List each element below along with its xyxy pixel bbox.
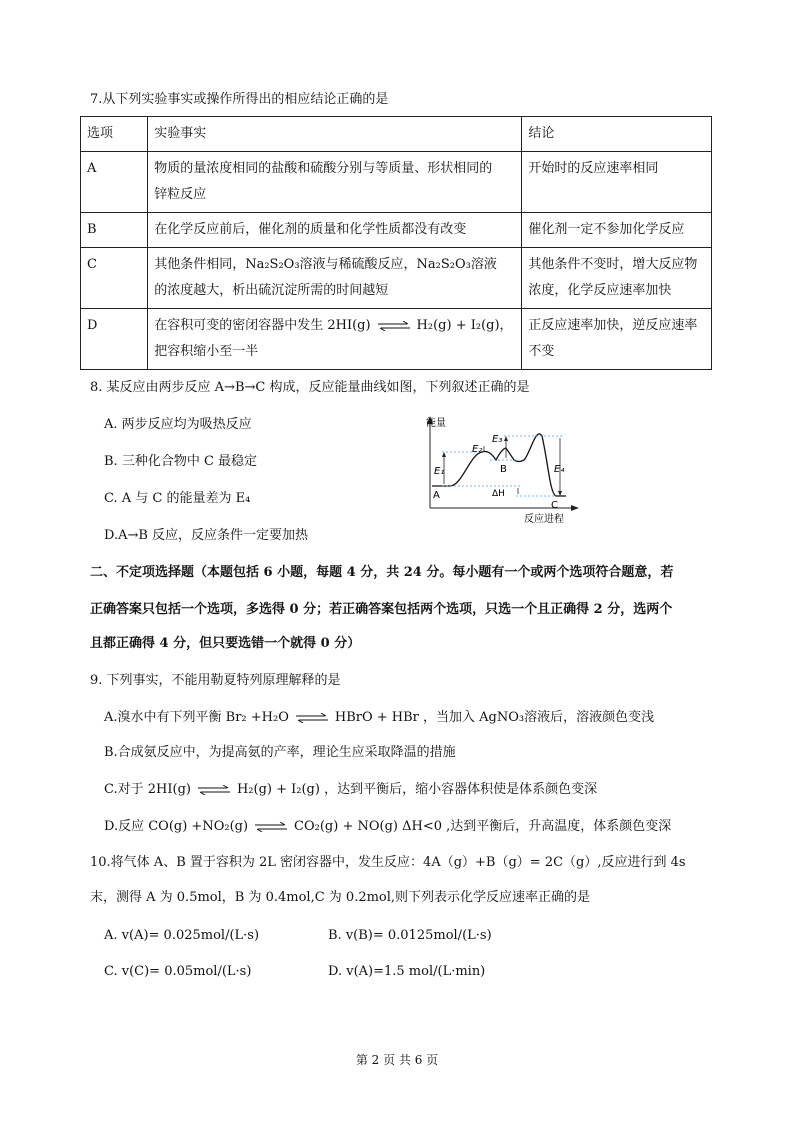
q10-line2: 末，测得 A 为 0.5mol，B 为 0.4mol,C 为 0.2mol,则下列表示化学反应速率正确的是 xyxy=(90,890,591,905)
conclusion-line: 开始时的反应速率相同 xyxy=(528,161,659,176)
conclusion-line: 其他条件不变时，增大反应物 xyxy=(528,257,698,272)
equilibrium-arrow-icon xyxy=(377,321,411,331)
row-fact xyxy=(148,152,522,213)
q9-option-b: B.合成氨反应中，为提高氨的产率，理论生应采取降温的措施 xyxy=(104,745,456,760)
q8-option-a: A. 两步反应均为吸热反应 xyxy=(104,417,252,432)
q8-stem: 8. 某反应由两步反应 A→B→C 构成，反应能量曲线如图，下列叙述正确的是 xyxy=(90,380,530,395)
label-e4: E₄ xyxy=(554,464,565,475)
row-fact xyxy=(148,213,522,248)
q9-option-a xyxy=(104,708,654,728)
table-row xyxy=(81,152,712,213)
q8-option-b: B. 三种化合物中 C 最稳定 xyxy=(104,454,258,469)
q9-option-c xyxy=(104,780,597,800)
option-text: A.溴水中有下列平衡 Br₂ +H₂O xyxy=(104,710,289,725)
conclusion-line: 浓度，化学反应速率加快 xyxy=(528,283,672,298)
fact-text: 在容积可变的密闭容器中发生 2HI(g) xyxy=(154,318,371,333)
table-header-row xyxy=(81,117,712,152)
section2-line1: 二、不定项选择题（本题包括 6 小题，每题 4 分，共 24 分。每小题有一个或两个选项符合题意，若 xyxy=(90,565,674,580)
conclusion-line: 正反应速率加快，逆反应速率 xyxy=(528,318,698,333)
option-text: CO₂(g) + NO(g) ΔH<0 ,达到平衡后，升高温度，体系颜色变深 xyxy=(294,819,672,834)
fact-line: 在化学反应前后，催化剂的质量和化学性质都没有改变 xyxy=(154,222,467,237)
equilibrium-arrow-icon xyxy=(254,822,288,832)
label-b: B xyxy=(500,464,507,475)
header-conclusion: 结论 xyxy=(522,117,712,152)
equilibrium-arrow-icon xyxy=(295,713,329,723)
energy-diagram xyxy=(420,412,580,527)
conclusion-line: 不变 xyxy=(528,344,555,359)
fact-text: H₂(g) + I₂(g)， xyxy=(416,318,513,333)
option-text: C.对于 2HI(g) xyxy=(104,782,191,797)
table-row xyxy=(81,248,712,309)
x-axis-arrow-icon xyxy=(571,505,579,511)
arrow-head-icon xyxy=(558,491,562,496)
fact-line: 其他条件相同，Na₂S₂O₃溶液与稀硫酸反应，Na₂S₂O₃溶液 xyxy=(154,257,497,272)
fact-line: 把容积缩小至一半 xyxy=(154,344,259,359)
arrow-head-icon xyxy=(504,436,508,441)
option-text: H₂(g) + I₂(g) ，达到平衡后，缩小容器体积使是体系颜色变深 xyxy=(236,782,598,797)
option-text: HBrO + HBr ，当加入 AgNO₃溶液后，溶液颜色变浅 xyxy=(334,710,655,725)
row-conclusion xyxy=(522,213,712,248)
fact-line xyxy=(154,313,515,339)
row-conclusion xyxy=(522,309,712,370)
q10-option-d: D. v(A)=1.5 mol/(L·min) xyxy=(328,964,486,979)
q9-stem: 9. 下列事实，不能用勒夏特列原理解释的是 xyxy=(90,673,341,688)
row-conclusion xyxy=(522,248,712,309)
label-e2: E₂ xyxy=(472,444,483,455)
row-option: A xyxy=(81,152,148,213)
table-row xyxy=(81,213,712,248)
fact-line: 的浓度越大，析出硫沉淀所需的时间越短 xyxy=(154,283,389,298)
q10-line1: 10.将气体 A、B 置于容积为 2L 密闭容器中，发生反应：4A（g）+B（g）= 2C（g）,反应进行到 4s xyxy=(90,855,686,870)
x-axis-label: 反应进程 xyxy=(524,514,564,525)
conclusion-line: 催化剂一定不参加化学反应 xyxy=(528,222,685,237)
section2-line3: 且都正确得 4 分，但只要选错一个就得 0 分） xyxy=(90,636,361,651)
row-option: B xyxy=(81,213,148,248)
row-fact xyxy=(148,248,522,309)
q8-option-c: C. A 与 C 的能量差为 E₄ xyxy=(104,491,251,506)
q7-stem: 7.从下列实验事实或操作所得出的相应结论正确的是 xyxy=(90,92,389,107)
q9-option-d xyxy=(104,817,671,837)
row-conclusion xyxy=(522,152,712,213)
header-fact: 实验事实 xyxy=(148,117,522,152)
row-fact xyxy=(148,309,522,370)
row-option: D xyxy=(81,309,148,370)
y-axis-label: 能量 xyxy=(426,418,446,429)
fact-line: 物质的量浓度相同的盐酸和硫酸分别与等质量、形状相同的 xyxy=(154,161,493,176)
section2-line2: 正确答案只包括一个选项，多选得 0 分；若正确答案包括两个选项，只选一个且正确得 2 分，选两个 xyxy=(90,602,673,617)
q8-option-d: D.A→B 反应，反应条件一定要加热 xyxy=(104,528,309,543)
page-footer: 第 2 页 共 6 页 xyxy=(355,1053,439,1067)
q10-option-c: C. v(C)= 0.05mol/(L·s) xyxy=(104,964,252,979)
q7-table xyxy=(80,116,712,370)
option-text: D.反应 CO(g) +NO₂(g) xyxy=(104,819,249,834)
q10-option-a: A. v(A)= 0.025mol/(L·s) xyxy=(104,928,260,943)
row-option: C xyxy=(81,248,148,309)
label-e1: E₁ xyxy=(434,466,445,477)
header-option: 选项 xyxy=(81,117,148,152)
table-row xyxy=(81,309,712,370)
label-c: C xyxy=(551,500,558,511)
label-dh: ΔH xyxy=(492,489,505,499)
fact-line: 锌粒反应 xyxy=(154,187,207,202)
label-a: A xyxy=(433,490,440,501)
equilibrium-arrow-icon xyxy=(197,785,231,795)
q10-option-b: B. v(B)= 0.0125mol/(L·s) xyxy=(328,928,492,943)
label-e3: E₃ xyxy=(492,434,503,445)
arrow-head-icon xyxy=(442,452,446,457)
